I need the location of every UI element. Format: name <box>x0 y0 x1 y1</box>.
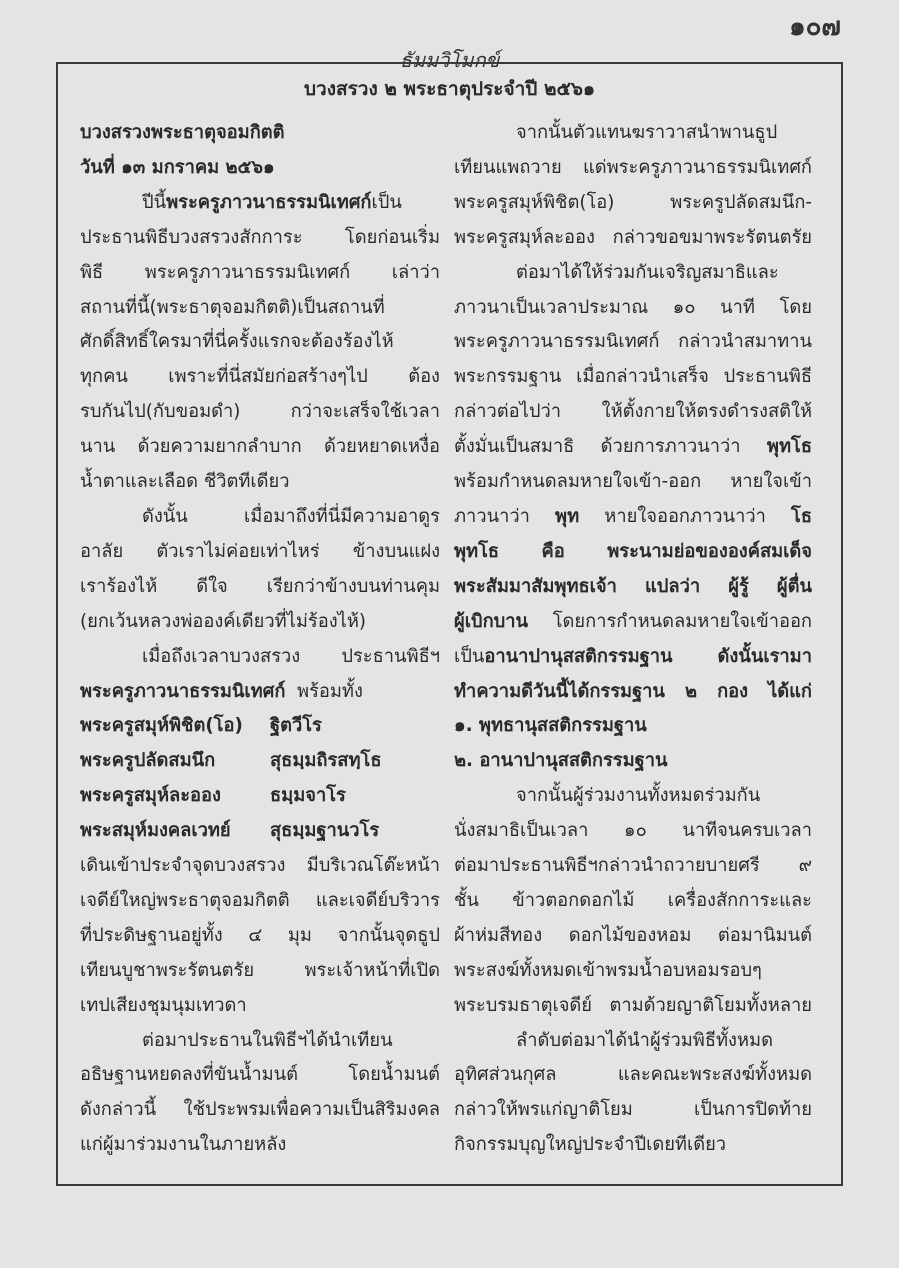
text-line: เทปเสียงชุมนุมเทวดา <box>80 994 247 1016</box>
text-line: ทุกคน เพราะที่นี่สมัยก่อสร้างๆไป ต้อง <box>80 366 440 388</box>
text-run: ภาวนาว่า <box>454 505 530 527</box>
text-line: พระครูภาวนาธรรมนิเทศก์ กล่าวนำสมาทาน <box>454 331 812 353</box>
right-column <box>454 116 812 1163</box>
list-item: ๑. พุทธานุสสติกรรมฐาน <box>454 715 647 737</box>
text-line: พระบรมธาตุเจดีย์ ตามด้วยญาติโยมทั้งหลาย <box>454 994 812 1016</box>
text-line: ศักดิ์สิทธิ์ใครมาที่นี่ครั้งแรกจะต้องร้องไห้ <box>80 331 394 353</box>
monk-name: พระครูสมุห์พิชิต(โอ) <box>80 715 243 737</box>
monk-chaya: ฐิตวีโร <box>270 715 322 737</box>
text-line: นั่งสมาธิเป็นเวลา ๑๐ นาทีจนครบเวลา <box>454 820 812 842</box>
monk-name: พระครูสมุห์ละออง <box>80 785 221 807</box>
monk-chaya: สุธมฺมฐานวโร <box>270 820 380 842</box>
page-number: ๑๐๗ <box>789 12 841 42</box>
text-line <box>454 640 812 675</box>
monk-row <box>80 744 440 779</box>
text-line: จากนั้นผู้ร่วมงานทั้งหมดร่วมกัน <box>516 785 761 807</box>
monk-row <box>80 779 440 814</box>
text-line: พร้อมกำหนดลมหายใจเข้า-ออก หายใจเข้า <box>454 471 812 493</box>
text-run-bold: พุทโธ <box>766 436 813 458</box>
text-line <box>454 430 812 465</box>
text-run-bold: โธ <box>791 505 813 527</box>
monk-row <box>80 814 440 849</box>
text-line: อุทิศส่วนกุศล และคณะพระสงฆ์ทั้งหมด <box>454 1064 812 1086</box>
text-line <box>454 500 812 535</box>
text-line: ที่ประดิษฐานอยู่ทั้ง ๔ มุม จากนั้นจุดธูป <box>80 924 440 946</box>
text-line: เทียนบูชาพระรัตนตรัย พระเจ้าหน้าที่เปิด <box>80 959 440 981</box>
text-line <box>454 605 812 640</box>
text-line <box>80 186 440 221</box>
list-item: ๒. อานาปานุสสติกรรมฐาน <box>454 750 668 772</box>
running-head-text: ธัมมวิโมกข์ <box>394 48 506 72</box>
text-run-bold: อานาปานุสสติกรรมฐาน ดังนั้นเรามา <box>484 645 812 667</box>
text-line: ต่อมาได้ให้ร่วมกันเจริญสมาธิและ <box>516 261 779 283</box>
text-run: เป็น <box>454 645 485 667</box>
text-run: โดยการกำหนดลมหายใจเข้าออก <box>552 610 812 632</box>
text-line: (ยกเว้นหลวงพ่อองค์เดียวที่ไม่ร้องไห้) <box>80 610 367 632</box>
text-line: ต่อมาประธานพิธีฯกล่าวนำถวายบายศรี ๙ <box>454 855 812 877</box>
heading-line: บวงสรวงพระธาตุจอมกิตติ <box>80 122 285 143</box>
text-line: เราร้องไห้ ดีใจ เรียกว่าข้างบนท่านคุม <box>80 575 440 597</box>
text-line: พระสงฆ์ทั้งหมดเข้าพรมน้ำอบหอมรอบๆ <box>454 959 762 981</box>
text-line: เทียนแพถวาย แด่พระครูภาวนาธรรมนิเทศก์ <box>454 156 812 178</box>
text-line: ทำความดีวันนี้ได้กรรมฐาน ๒ กอง ได้แก่ <box>454 680 812 702</box>
monk-row <box>80 709 440 744</box>
text-line: ต่อมาประธานในพิธีฯได้นำเทียน <box>142 1029 393 1051</box>
text-line: กล่าวให้พรแก่ญาติโยม เป็นการปิดท้าย <box>454 1099 812 1121</box>
text-line: ภาวนาเป็นเวลาประมาณ ๑๐ นาที โดย <box>454 296 812 318</box>
text-run: ตั้งมั่นเป็นสมาธิ ด้วยการภาวนาว่า <box>454 436 741 458</box>
text-line: อธิษฐานหยดลงที่ขันน้ำมนต์ โดยน้ำมนต์ <box>80 1064 440 1086</box>
monk-chaya: ธมฺมจาโร <box>270 785 346 807</box>
text-line: ผ้าห่มสีทอง ดอกไม้ของหอม ต่อมานิมนต์ <box>454 924 812 946</box>
monk-name: พระครูปลัดสมนึก <box>80 750 216 772</box>
text-line: ชั้น ข้าวตอกดอกไม้ เครื่องสักการะและ <box>454 889 812 911</box>
text-line <box>80 675 440 710</box>
heading-line: วันที่ ๑๓ มกราคม ๒๕๖๑ <box>80 156 275 178</box>
text-line: พิธี พระครูภาวนาธรรมนิเทศก์ เล่าว่า <box>80 261 440 283</box>
text-line: กิจกรรมบุญใหญ่ประจำปีเดยทีเดียว <box>454 1134 727 1156</box>
text-line: น้ำตาและเลือด ชีวิตทีเดียว <box>80 471 290 493</box>
text-line: ดังกล่าวนี้ ใช้ประพรมเพื่อความเป็นสิริมงคล <box>80 1099 440 1121</box>
text-run-bold: พระครูภาวนาธรรมนิเทศก์ <box>166 191 372 213</box>
monk-name: พระสมุห์มงคลเวทย์ <box>80 820 231 842</box>
text-run-bold: พระครูภาวนาธรรมนิเทศก์ <box>80 680 286 702</box>
text-run: หายใจออกภาวนาว่า <box>604 505 766 527</box>
text-line: นาน ด้วยความยากลำบาก ด้วยหยาดเหงื่อ <box>80 436 440 458</box>
monk-chaya: สุธมฺมถิรสทฺโธ <box>270 750 382 772</box>
text-run-bold: พุท <box>555 505 580 527</box>
text-run: ปีนี้ <box>142 191 167 213</box>
text-line: ดังนั้น เมื่อมาถึงที่นี่มีความอาดูร <box>142 505 440 527</box>
text-line: จากนั้นตัวแทนฆราวาสนำพานธูป <box>516 122 778 143</box>
text-run: เป็น <box>371 191 402 213</box>
text-line: ประธานพิธีบวงสรวงสักการะ โดยก่อนเริ่ม <box>80 226 440 248</box>
text-line: พระครูสมุห์ละออง กล่าวขอขมาพระรัตนตรัย <box>454 226 812 248</box>
text-line: ลำดับต่อมาได้นำผู้ร่วมพิธีทั้งหมด <box>516 1029 773 1051</box>
text-line: เจดีย์ใหญ่พระธาตุจอมกิตติ และเจดีย์บริวาร <box>80 889 440 911</box>
text-line: พระกรรมฐาน เมื่อกล่าวนำเสร็จ ประธานพิธี <box>454 366 812 388</box>
text-line: พุทโธ คือ พระนามย่อขององค์สมเด็จ <box>454 540 812 562</box>
section-title: บวงสรวง ๒ พระธาตุประจำปี ๒๕๖๑ <box>303 78 596 100</box>
text-line: พระสัมมาสัมพุทธเจ้า แปลว่า ผู้รู้ ผู้ตื่น <box>454 575 812 597</box>
text-line: รบกันไป(กับขอมดำ) กว่าจะเสร็จใช้เวลา <box>80 401 440 423</box>
text-line: แก่ผู้มาร่วมงานในภายหลัง <box>80 1134 287 1156</box>
text-run-bold: ผู้เบิกบาน <box>454 610 528 632</box>
text-line: กล่าวต่อไปว่า ให้ตั้งกายให้ตรงดำรงสติให้ <box>454 401 812 423</box>
left-column <box>80 116 440 1163</box>
text-line: พระครูสมุห์พิชิต(โอ) พระครูปลัดสมนึก- <box>454 191 812 213</box>
text-line: สถานที่นี้(พระธาตุจอมกิตติ)เป็นสถานที่ <box>80 296 385 318</box>
text-run: พร้อมทั้ง <box>297 680 363 702</box>
text-line: อาลัย ตัวเราไม่ค่อยเท่าไหร่ ข้างบนแฝง <box>80 540 440 562</box>
text-line: เมื่อถึงเวลาบวงสรวง ประธานพิธีฯ <box>142 645 440 667</box>
text-line: เดินเข้าประจำจุดบวงสรวง มีบริเวณโต๊ะหน้า <box>80 855 440 877</box>
